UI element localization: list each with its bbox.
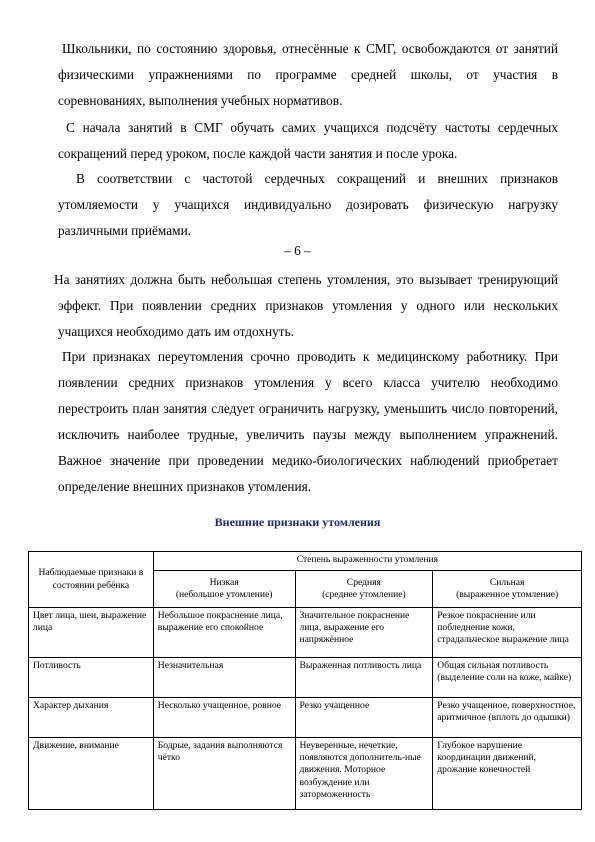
level-name: Средняя [346,576,381,588]
level-header-high [433,571,582,608]
text-line: исключить наиболее трудные, увеличить паузы между выполнением упражнений. [58,427,558,442]
degree-header: Степень выраженности утомления [153,552,581,571]
level-sub: (небольшое утомление) [175,589,273,600]
text-line: С начала занятий в СМГ обучать самих учащихся подсчёту частоты сердечных [66,120,558,135]
paragraph-2 [58,115,558,167]
paragraph-3 [58,166,558,244]
text-line: появлении средних признаков утомления у всего класса учителю необходимо [58,375,558,390]
level-name: Сильная [489,576,525,588]
high-cell: Резкое покраснение или побледнение кожи, страдальческое выражение лица [433,608,582,658]
text-line: утомляемости у учащихся индивидуально дозировать физическую нагрузку [58,197,558,212]
observed-signs-header: Наблюдаемые признаки в состоянии ребёнка [29,552,154,608]
mid-cell: Выраженная потливость лица [295,658,433,698]
high-cell: Общая сильная потливость (выделение соли на коже, майке) [433,658,582,698]
text-line: соревнованиях, выполнения учебных нормативов. [58,93,343,108]
text-line: учащихся необходимо дать им отдохнуть. [58,324,294,339]
text-line: В соответствии с частотой сердечных сокращений и внешних признаков [76,171,558,186]
low-cell: Бодрые, задания выполняются чётко [153,738,295,810]
text-line: определение внешних признаков утомления. [58,479,312,494]
text-line: На занятиях должна быть небольшая степень утомления, это вызывает тренирующий [54,272,558,287]
text-line: перестроить план занятия следует ограничить нагрузку, уменьшить число повторений, [58,401,558,416]
table-row [29,608,582,658]
text-line: Важное значение при проведении медико-биологических наблюдений приобретает [58,453,558,468]
paragraph-1 [58,36,558,114]
high-cell: Глубокое нарушение координации движений, дрожание конечностей [433,738,582,810]
level-name: Низкая [209,576,239,588]
sign-cell: Потливость [29,658,154,698]
text-line: физическими упражнениями по программе средней школы, от участия в [58,67,558,82]
text-line: сокращений перед уроком, после каждой части занятия и после урока. [58,146,458,161]
text-line: различными приёмами. [58,223,192,238]
table-title: Внешние признаки утомления [214,515,381,529]
table-row [29,698,582,738]
level-sub: (выраженное утомление) [456,589,559,600]
text-line: Школьники, по состоянию здоровья, отнесённые к СМГ, освобождаются от занятий [62,41,558,56]
low-cell: Несколько учащенное, ровное [153,698,295,738]
level-header-low [153,571,295,608]
table-row [29,738,582,810]
table-row [29,658,582,698]
fatigue-signs-table [28,551,582,810]
paragraph-5 [58,344,558,500]
text-line: эффект. При появлении средних признаков утомления у одного или нескольких [58,298,558,313]
mid-cell: Неуверенные, нечеткие, появляются дополнитель-ные движения. Моторное возбуждение или заторможенность [295,738,433,810]
high-cell: Резко учащенное, поверхностное, аритмичное (вплоть до одышки) [433,698,582,738]
text-line: При признаках переутомления срочно проводить к медицинскому работнику. При [62,349,558,364]
low-cell: Незначительная [153,658,295,698]
mid-cell: Значительное покраснение лица, выражение его напряжённое [295,608,433,658]
level-header-mid [295,571,433,608]
page-number: – 6 – [284,243,311,258]
sign-cell: Характер дыхания [29,698,154,738]
sign-cell: Цвет лица, шеи, выражение лица [29,608,154,658]
paragraph-4 [54,267,558,345]
low-cell: Небольшое покраснение лица, выражение его спокойное [153,608,295,658]
sign-cell: Движение, внимание [29,738,154,810]
mid-cell: Резко учащенное [295,698,433,738]
level-sub: (среднее утомление) [322,589,406,600]
